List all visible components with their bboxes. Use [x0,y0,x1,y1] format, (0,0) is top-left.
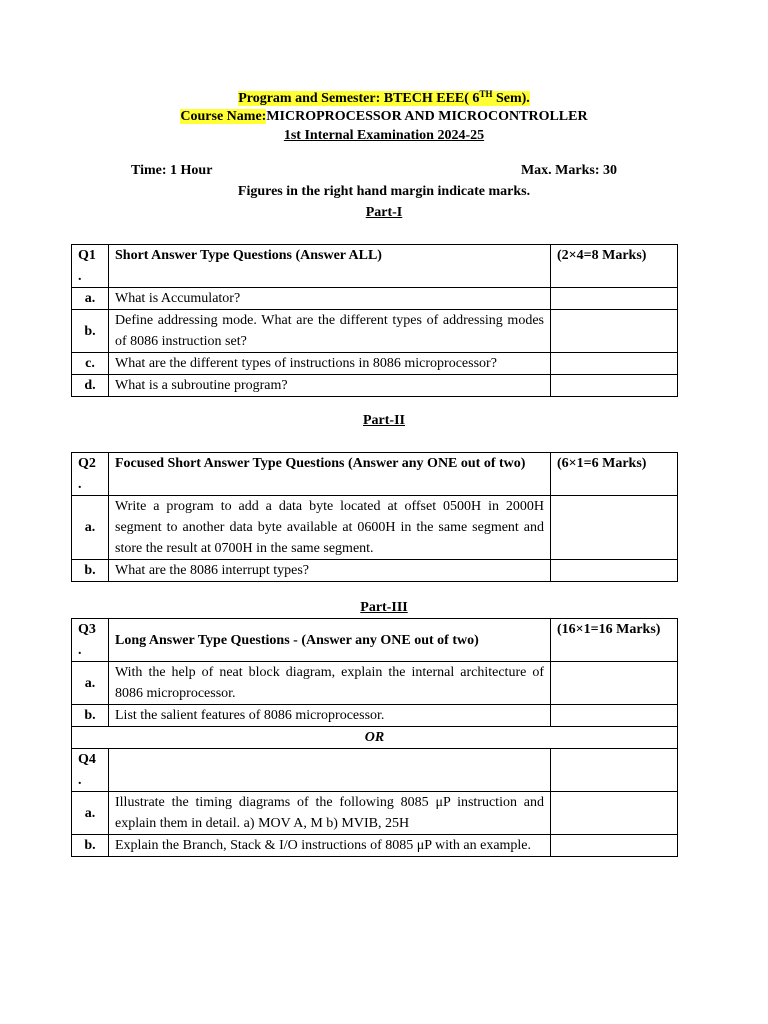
part1-table [71,244,678,397]
marks-cell [551,835,678,857]
course-label: Course Name: [180,109,267,124]
marks-cell [551,662,678,705]
table-row [72,662,678,705]
course-name: MICROPROCESSOR AND MICROCONTROLLER [266,109,588,124]
time-marks-line [131,162,617,180]
marks-cell [551,705,678,727]
table-row [72,310,678,353]
part1-title: Part-I [365,205,403,220]
q2-header-row [72,453,678,496]
q2-heading: Focused Short Answer Type Questions (Answer any ONE out of two) [109,453,551,496]
q3-header-row [72,619,678,662]
table-row [72,375,678,397]
item-label: a. [72,496,109,560]
item-label: b. [72,835,109,857]
table-row [72,792,678,835]
marks-cell [551,375,678,397]
table-row [72,835,678,857]
course-line [0,108,768,126]
q3-number: Q3 . [72,619,109,662]
marks-cell [551,353,678,375]
figures-note: Figures in the right hand margin indicate marks. [237,184,531,199]
question-text: List the salient features of 8086 microprocessor. [109,705,551,727]
q3-marks: (16×1=16 Marks) [551,619,678,662]
question-text: With the help of neat block diagram, explain the internal architecture of 8086 microprocessor. [109,662,551,705]
question-text: What is Accumulator? [109,288,551,310]
q1-header-row [72,245,678,288]
or-separator: OR [72,727,678,749]
program-tail: Sem). [492,91,530,106]
item-label: c. [72,353,109,375]
question-text: What are the different types of instructions in 8086 microprocessor? [109,353,551,375]
item-label: a. [72,662,109,705]
question-text: What are the 8086 interrupt types? [109,560,551,582]
table-row [72,353,678,375]
table-row [72,496,678,560]
marks-cell [551,310,678,353]
table-row [72,705,678,727]
max-marks: Max. Marks: 30 [520,163,617,178]
part2-table [71,452,678,582]
question-text: What is a subroutine program? [109,375,551,397]
q1-heading: Short Answer Type Questions (Answer ALL) [109,245,551,288]
item-label: b. [72,310,109,353]
question-text: Write a program to add a data byte located at offset 0500H in 2000H segment to another data byte available at 0600H in the same segment and store the result at 0700H in the same segment. [109,496,551,560]
q3-heading: Long Answer Type Questions - (Answer any ONE out of two) [109,619,551,662]
item-label: b. [72,705,109,727]
q4-number: Q4 . [72,749,109,792]
table-row [72,560,678,582]
marks-cell [551,288,678,310]
q2-number: Q2 . [72,453,109,496]
question-text: Explain the Branch, Stack & I/O instructions of 8085 μP with an example. [109,835,551,857]
q1-marks: (2×4=8 Marks) [551,245,678,288]
question-text: Define addressing mode. What are the different types of addressing modes of 8086 instruction set? [109,310,551,353]
exam-time: Time: 1 Hour [131,163,213,178]
part3-title: Part-III [360,600,408,615]
q1-number: Q1 . [72,245,109,288]
marks-cell [551,792,678,835]
semester-superscript: TH [479,89,493,99]
item-label: b. [72,560,109,582]
item-label: a. [72,288,109,310]
part2-title: Part-II [363,413,405,428]
part3-table [71,618,678,857]
marks-cell [551,560,678,582]
marks-cell [551,496,678,560]
q4-marks-cell [551,749,678,792]
exam-title: 1st Internal Examination 2024-25 [283,128,485,143]
question-text: Illustrate the timing diagrams of the following 8085 μP instruction and explain them in detail. a) MOV A, M b) MVIB, 25H [109,792,551,835]
table-row [72,288,678,310]
item-label: a. [72,792,109,835]
or-row [72,727,678,749]
q4-heading-cell [109,749,551,792]
q2-marks: (6×1=6 Marks) [551,453,678,496]
program-semester-line [0,90,768,108]
item-label: d. [72,375,109,397]
program-label: Program and Semester: BTECH EEE( 6 [238,91,480,106]
q4-header-row [72,749,678,792]
program-semester-highlight [238,91,530,106]
